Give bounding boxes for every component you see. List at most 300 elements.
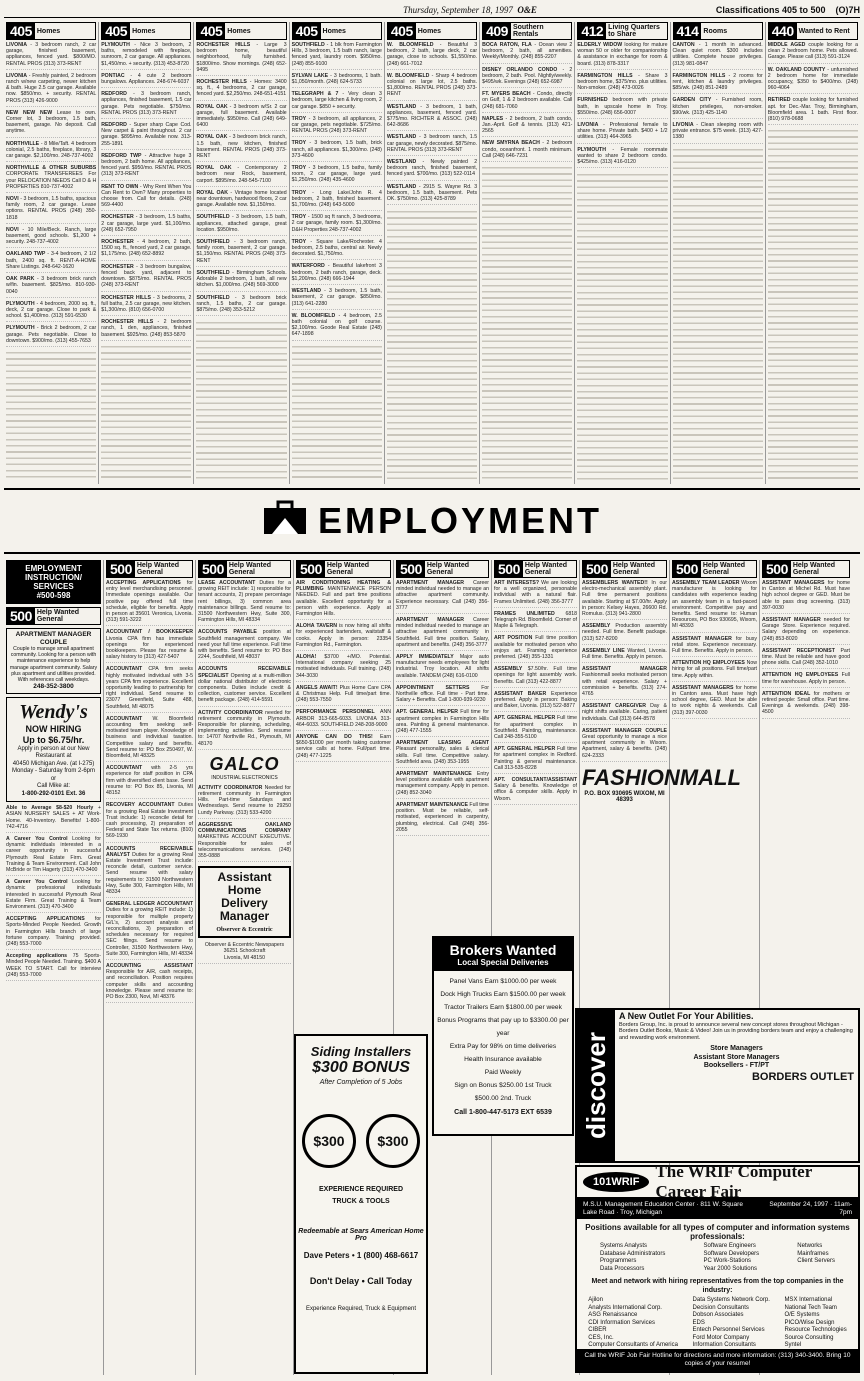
classified-ad: ROCHESTER - 3 bedroom, 1.5 baths, 2 car garage, large yard. $1,100/mo. (248) 652-7950 <box>101 214 191 236</box>
ad-lead: NOVI <box>6 226 19 233</box>
assist-title: Manager <box>219 909 270 924</box>
wrif-company-lists <box>577 1297 858 1350</box>
brokers-lines <box>434 971 572 1105</box>
ad-lead: WESTLAND <box>386 183 417 190</box>
ad-lead: ACCOUNTANT / BOOKKEEPER <box>106 629 193 636</box>
siding-title: Siding Installers <box>310 1044 412 1059</box>
classified-ad: NORTHVILLE & OTHER SUBURBS CORPORATE TRANSFEREES For your RELOCATION NEEDS Call D & H PROPERTIES 810-737-4002 <box>6 165 96 193</box>
classified-ad: ASSISTANT BAKER Experience preferred. Apply in person: Baking and Baker, Livonia. (313) 522-8877 <box>494 691 577 713</box>
wrif-list-1 <box>600 1243 665 1273</box>
index-line-1: EMPLOYMENT <box>25 564 82 573</box>
masthead <box>4 2 860 18</box>
classified-ad: ASSEMBLY TEAM LEADER Wixom manufacturer is looking for candidates with experience leading an assembly team in a fast-paced environment. Competitive pay and benefits. Send resume to: Human Resources, PO Box 930695, Wixom, MI 48393 <box>672 580 757 633</box>
siding-experience: EXPERIENCE REQUIRED <box>318 1186 404 1193</box>
wrif-company: Syntel <box>784 1342 802 1348</box>
section-number: 500 <box>199 561 227 577</box>
brokers-line: $500.00 2nd. Truck <box>474 1095 532 1102</box>
wrif-career-fair-ad <box>575 1162 860 1373</box>
brokers-line: Bonus Programs that pay up to $3300.00 per year <box>437 1017 569 1037</box>
wrif-company: National Tech Team <box>784 1304 837 1311</box>
classified-ad: ROCHESTER HILLS - Homes: 3400 sq. ft., 4 bedrooms, 2 car garage, fenced yard. $2,250/mo. 248-651-4151 <box>196 79 286 101</box>
wrif-companies-2 <box>693 1297 770 1350</box>
section-header <box>198 560 291 578</box>
employment-column-1 <box>4 560 104 1375</box>
classified-ad: ASSISTANT MANAGER COUPLE Great opportunity to manage a nice apartment community in Wixom. Apartment, salary & benefits. (248) 624-2333 <box>582 728 667 762</box>
ad-lead: NAPLES <box>482 115 504 122</box>
wrif-meet: Meet and network with hiring representatives from the top companies in the industry: <box>591 1278 844 1294</box>
ad-lead: ASSISTANT CAREGIVER <box>582 703 647 710</box>
ad-lead: ACCOUNTANT <box>106 715 143 722</box>
section-number: 405 <box>197 23 225 39</box>
ad-text-filler <box>482 164 572 482</box>
wendys-logo: Wendy's <box>19 700 88 723</box>
fashionmall-address: P.O. BOX 930695 WIXOM, MI 48393 <box>584 790 665 803</box>
classified-ad: ACCOUNTS RECEIVABLE ANALYST Duties for a growing Real Estate Investment Trust include: reconcile detail, customer service. Send resume with salary requirements to: 31500 Northwestern Hwy, Suite 300, Farmington Hills, MI 48334 <box>106 846 193 899</box>
classified-ad: APT. GENERAL HELPER Full time for apartment complex in Farmington Hills area. Painting & general maintenance. (248) 477-1555 <box>396 709 489 737</box>
ad-lead: ANGELS AWAIT! <box>296 684 338 691</box>
ad-lead: ROCHESTER HILLS <box>196 79 247 86</box>
ad-lead: A Career You Control <box>6 879 68 886</box>
section-label: Living Quarters to Share <box>608 24 660 38</box>
wendys-line: Apply in person at our New Restaurant at <box>17 745 90 760</box>
ad-lead: GARDEN CITY <box>672 97 712 104</box>
index-line-3: SERVICES <box>33 582 74 591</box>
assist-title: Home <box>227 883 262 898</box>
ad-lead: WESTLAND <box>386 103 417 110</box>
ad-title: APARTMENT MANAGER COUPLE <box>15 631 92 646</box>
ad-lead: ART INTERESTS? <box>494 580 540 586</box>
employment-index-box <box>6 560 101 604</box>
ad-lead: REDFORD TWP <box>101 152 142 159</box>
ad-text-filler <box>387 208 477 482</box>
section-header <box>577 22 667 40</box>
ad-lead: ELDERLY WIDOW <box>577 42 623 48</box>
ad-lead: ACCOUNTING ASSISTANT <box>106 962 193 969</box>
employment-column <box>196 560 294 1375</box>
address-line: Observer & Eccentric Newspapers <box>204 942 285 949</box>
employment-logo-icon <box>262 498 308 544</box>
classified-ad: A Career You Control Looking for dynamic professional individuals interested in successful Plymouth Real Estate Firm. Great Training & Team Environment. (313) 470-3400 <box>6 879 101 913</box>
section-number: 500 <box>107 561 135 577</box>
classified-ad: PLYMOUTH - 4 bedroom, 2000 sq. ft., deck, 2 car garage. Close to park & school. $1,400/mo. (313) 591-6530 <box>6 301 96 323</box>
classified-ad: APPLY IMMEDIATELY Major auto manufacturer needs employees for light industrial. Troy location. All shifts available. TANDEM (248) 616-0100 <box>396 654 489 682</box>
classified-ad: TROY - Long Lake/John R. 4 bedroom, 2 bath, finished basement. $1,700/mo. (248) 643-5000 <box>292 190 382 212</box>
classified-ad: ATTENTION IDEAL for mothers or retired people: Small office. Part time. Evenings & weekends. (248) 398-4500 <box>762 691 850 719</box>
classified-ad: ELDERLY WIDOW looking for mature woman 50 or older for companionship & assistance in exchange for room & board. (313) 878-3317 <box>577 42 667 70</box>
ad-lead: TROY <box>291 165 307 172</box>
brokers-line: Paid Weekly <box>484 1069 522 1076</box>
ad-lead: APARTMENT LEASING AGENT <box>396 740 489 747</box>
classified-ad: ACCOUNTS RECEIVABLE SPECIALIST Opening at a multi-million dollar national distributor of electronic components. Duties include credit & collection, customer service. Excellent benefit package. (248) 414-5591 <box>198 666 291 706</box>
wrif-date: September 24, 1997 · 11am-7pm <box>769 1201 852 1216</box>
wrif-positions: Positions available for all types of computer and information systems professionals: <box>585 1223 850 1241</box>
classified-ad: RECOVERY ACCOUNTANT Duties for a growing Real Estate Investment Trust include: 1) reconcile detail for cash processing, 2) preparation of Federal and State Tax returns. (810) 569-1930 <box>106 802 193 842</box>
ad-lead: NORTHVILLE <box>6 140 40 147</box>
classified-ad: NOVI - 3 bedroom, 1.5 baths, spacious family room, 2 car garage. Lease options. RENTAL PROS (248) 350-1818 <box>6 196 96 224</box>
wrif-list-3 <box>797 1243 835 1273</box>
wrif-position: PC Work-Stations <box>703 1258 752 1264</box>
wrif-position-lists <box>577 1243 858 1273</box>
ad-lead: AIR CONDITIONING HEATING & PLUMBING <box>296 580 391 593</box>
ad-lead: APPOINTMENT SETTERS <box>396 684 470 691</box>
classified-ad: ROYAL OAK - 3 bedroom brick ranch, 1.5 bath, new kitchen, finished basement. RENTAL PROS (248) 373-RENT <box>196 134 286 162</box>
ad-lead: REDFORD <box>101 122 127 129</box>
ad-lead: ACCOUNTANT <box>106 666 143 673</box>
ad-lead: BOCA RATON, FLA <box>482 42 532 48</box>
classified-ad: ATTENTION HQ EMPLOYEES Now hiring for all positions. Full time/part time. Apply within. <box>672 660 757 682</box>
wrif-company: EDS <box>692 1319 705 1326</box>
classified-ad: ACTIVITY COORDINATOR Needed for retirement community in Farmington Hills. Part-time Saturdays and Wednesdays. Send resume to 29250 Lundy Parkway. (313) 533-4200 <box>198 785 291 819</box>
ad-lead: ACCOUNTS PAYABLE <box>198 629 257 636</box>
left-ads <box>6 805 101 981</box>
wendys-headline: NOW HIRING <box>25 723 82 734</box>
section-number: 500 <box>297 561 325 577</box>
classified-ad: W. BLOOMFIELD - Sharp 4 bedroom colonial on large lot, 2.5 baths. $1,800/mo. RENTAL PROS (248) 373-RENT <box>387 73 477 101</box>
classified-ad: CANTON - 1 month in advanced. Clean quiet room. $300 includes utilities. Complete house privileges. (313) 981-0847 <box>673 42 763 70</box>
wendys-pay: Up to $6.75/hr. <box>22 734 85 745</box>
classified-ad: NEW SMYRNA BEACH - 2 bedroom condo, oceanfront. 1 month minimum. Call (248) 646-7231 <box>482 140 572 162</box>
assist-title: Delivery <box>221 896 268 911</box>
ad-lead: ROYAL OAK <box>196 134 228 141</box>
classified-ad: WESTLAND - 3 bedroom ranch, 1.5 car garage, newly decorated. $875/mo. RENTAL PROS (313) 373-RENT <box>387 134 477 156</box>
classified-ad: OAK PARK - 3 bedroom brick ranch w/fin. basement. $825/mo. 810-930-0040 <box>6 276 96 298</box>
ad-lead: W. BLOOMFIELD <box>291 312 336 319</box>
classified-ad: ASSISTANT RECEPTIONIST Part time. Must be reliable and have good phone skills. Call (248) 352-1010 <box>762 648 850 670</box>
classified-ad: ANGELS AWAIT! Plus Home Care CPA & Christmas Help. Full time/part time. (248) 553-7550 <box>296 685 391 707</box>
ad-lead: ROCHESTER HILLS <box>101 294 151 301</box>
classified-ad: RENT TO OWN - Why Rent When You Can Rent to Own? Many properties to choose from. Call for details. (248) 569-4400 <box>101 184 191 212</box>
classified-ad: WATERFORD - Beautiful lakefront 3 bedroom, 2 bath ranch, garage, deck. $1,200/mo. (248) 666-1944 <box>292 263 382 285</box>
section-label: Homes <box>322 27 346 35</box>
section-header <box>101 22 191 40</box>
classified-ad: TROY - 3 bedroom, all appliances, 2 car garage, pets negotiable. $725/mo. RENTAL PROS (248) 373-RENT <box>292 116 382 138</box>
ad-lead: NORTHVILLE & OTHER SUBURBS <box>6 165 97 172</box>
wrif-footer: Call the WRIF Job Fair Hotline for directions and more information: (313) 340-3400. Bring 10 copies of your resume! <box>577 1349 858 1371</box>
classified-ad: WESTLAND - 3 bedroom, 1 bath, appliances, basement, fenced yard. $775/mo. RICHTER & ASSOC. (248) 642-8686 <box>387 104 477 132</box>
ad-lead: ASSISTANT MANAGERS <box>672 684 734 691</box>
classified-ad: ART INTERESTS? We are looking for a well organized, personable individual with a natural flair. Frames Unlimited. (248) 356-3777 <box>494 580 577 608</box>
classified-column <box>766 22 860 484</box>
ad-lead: FARMINGTON HILLS <box>577 72 633 79</box>
section-label: Help Wanted General <box>36 609 79 623</box>
siding-installers-ad <box>294 1034 428 1374</box>
section-header <box>6 607 101 625</box>
classified-column <box>194 22 289 484</box>
classified-ad: APARTMENT LEASING AGENT Pleasant personality, sales & clerical skills. Full time. Competitive salary. Southfield area. (248) 353-1955 <box>396 740 489 768</box>
ad-lead: RECOVERY ACCOUNTANT <box>106 802 175 809</box>
classified-ad: ASSEMBLERS WANTED!! In our electro-mechanical assembly plant. Full time permanent positions available. Starting at $7.00/hr. Apply in person: Kelsey Hayes, 26600 Rd. Romulus. (313) 941-2800 <box>582 580 667 620</box>
ad-lead: ANYONE CAN DO THIS! <box>296 734 373 741</box>
wrif-company: Entech Personnel Services <box>692 1327 765 1333</box>
ad-text-filler <box>577 171 667 482</box>
siding-bonus: $300 BONUS <box>312 1059 410 1076</box>
wrif-company: Decision Consultants <box>692 1304 749 1311</box>
classified-ad: ROCHESTER HILLS - 2 bedroom ranch, 1 den, appliances, finished basement. $925/mo. (248) 853-5870 <box>101 319 191 341</box>
wendys-line: 40450 Michigan Ave. (at I-275) <box>12 760 95 767</box>
ad-lead: ACTIVITY COORDINATOR <box>198 784 263 791</box>
classified-ad: ASSEMBLY $7.50/hr. Full time openings for light assembly work. Benefits. Call (313) 422-8877 <box>494 666 577 688</box>
ad-lead: SYLVAN LAKE <box>291 72 329 79</box>
borders-outlet-ad <box>575 1008 860 1163</box>
ad-lead: ASSISTANT BAKER <box>494 690 547 697</box>
galco-ad <box>198 754 291 781</box>
wrif-info <box>577 1199 858 1219</box>
section-header <box>396 560 489 578</box>
assist-publisher: Observer & Eccentric <box>216 927 273 934</box>
ad-lead: APT. CONSULTANT/ASSISTANT <box>494 777 577 784</box>
section-label: Rooms <box>703 27 728 35</box>
siding-contact: Dave Peters • 1 (800) 468-6617 <box>303 1251 419 1260</box>
ad-lead: RETIRED <box>767 97 791 104</box>
ad-lead: APARTMENT MAINTENANCE <box>396 771 472 778</box>
brokers-title: Brokers Wanted <box>449 942 557 958</box>
classified-ad: APT. CONSULTANT/ASSISTANT Salary & benefits. Knowledge of office & computer skills. Apply in Wixom. <box>494 777 577 805</box>
classified-ad: AGGRESSIVE OAKLAND COMMUNICATIONS COMPANY MARKETING ACCOUNT EXECUTIVE. Responsible for sales of telecommunications services. (248) 355-0888 <box>198 822 291 862</box>
siding-redeem: Redeemable at Sears American Home Pro <box>298 1228 424 1242</box>
ad-lead: Accepting applications <box>6 953 68 960</box>
brokers-wanted-ad <box>432 936 574 1136</box>
section-label: Homes <box>417 27 442 35</box>
ad-lead: ATTENTION HQ EMPLOYEES <box>762 672 839 679</box>
wrif-company: ASG Renaissance <box>588 1312 638 1318</box>
classified-ad: ACCOUNTANT W. Bloomfield accounting firm seeking self-motivated team player. Knowledge of business and individual taxation. Competitive salary and benefits. Send resume to: PO Box 250497, W. Bloomfield, MI 48325 <box>106 716 193 762</box>
ad-lead: MIDDLE AGED <box>767 42 806 48</box>
classified-ad: ATTENTION HQ EMPLOYEES Full time for warehouse. Apply in person. <box>762 672 850 687</box>
classified-column <box>480 22 575 484</box>
ad-lead: ATTENTION HQ EMPLOYEES <box>672 660 745 667</box>
classified-ad: RETIRED couple looking for furnished apt. for Dec.-Mar. Troy, Birmingham, Bloomfield area. 1 bath. First floor. (810) 978-0688 <box>768 97 858 125</box>
employment-column <box>104 560 196 1375</box>
section-header <box>762 560 850 578</box>
ad-lead: NOVI <box>6 196 19 203</box>
borders-position: Assistant Store Managers <box>693 1053 780 1061</box>
classified-ad: ASSISTANT CAREGIVER Day & night shifts available. Caring, patient individuals. Call (313) 644-8578 <box>582 703 667 725</box>
classified-ad: FARMINGTON HILLS - Share 3 bedroom home, $375/mo. plus utilities. Non-smoker. (248) 473-0026 <box>577 73 667 95</box>
ad-lead: WESTLAND <box>386 159 417 166</box>
classified-ad: ACTIVITY COORDINATOR needed for retirement community in Plymouth. Responsible for planning, scheduling, implementing activities. Send resume to: 14707 Northville Rd., Plymouth, MI 48170 <box>198 710 291 750</box>
index-line-2: INSTRUCTION/ <box>25 573 82 582</box>
brokers-line: Sign on Bonus $250.00 1st Truck <box>454 1082 552 1089</box>
ad-lead: PERFORMANCE PERSONNEL <box>296 709 375 716</box>
section-label: Help Wanted General <box>426 562 469 576</box>
borders-position: Store Managers <box>710 1045 763 1053</box>
ad-lead: ASSEMBLY <box>582 623 611 630</box>
section-number: 500 <box>397 561 425 577</box>
classified-ad: WESTLAND - 3 bedroom, 1.5 bath, basement, 2 car garage. $850/mo. (313) 641-2280 <box>292 288 382 310</box>
classified-ad: REDFORD TWP - Attractive huge 3 bedroom, 2 bath home. All appliances, fenced yard. $950/mo. RENTAL PROS (313) 373-RENT <box>101 153 191 181</box>
ad-lead: ASSEMBLERS WANTED!! <box>582 580 648 586</box>
brokers-line: Panel Vans Earn $1000.00 per week <box>449 978 557 985</box>
wrif-company: Information Consultants <box>692 1342 756 1348</box>
section-number: 500 <box>673 561 701 577</box>
ad-lead: OAK PARK <box>6 276 35 283</box>
classified-column <box>575 22 670 484</box>
classified-column <box>4 22 99 484</box>
section-number: 500 <box>7 608 35 624</box>
wrif-companies-3 <box>784 1297 846 1350</box>
wrif-company: Analysts International Corp. <box>588 1304 662 1311</box>
ad-lead: APT. GENERAL HELPER <box>494 715 556 722</box>
ad-lead: LIVONIA <box>6 42 28 48</box>
classified-ad: NOVI - 10 Mile/Beck. Ranch, large basement, good schools. $1,200 + security. 248-737-4002 <box>6 227 96 249</box>
ad-lead: ASSISTANT RECEPTIONIST <box>762 647 835 654</box>
section-label: Homes <box>227 27 251 35</box>
ad-lead: ART POSITION <box>494 635 533 642</box>
ad-lead: A Career You Control <box>6 836 68 843</box>
ad-lead: W. OAKLAND COUNTY <box>767 66 826 73</box>
classified-ad: ALOHA TAVERN is now hiring all shifts for experienced bartenders, waitstaff & cooks. Apply in person: 23354 Farmington Rd., Farmington. <box>296 623 391 651</box>
section-number: 405 <box>102 23 130 39</box>
ad-lead: ALOHA! <box>296 654 317 661</box>
section-label: Wanted to Rent <box>798 27 850 35</box>
ad-lead: NEW NEW NEW <box>6 109 53 116</box>
classified-ad: W. OAKLAND COUNTY - unfurnished 2 bedroom home for immediate occupancy, $350 to $400/mo. (248) 960-4064 <box>768 67 858 95</box>
ad-lead: ACCOUNTANT <box>106 765 143 772</box>
ad-lead: APARTMENT MAINTENANCE <box>396 801 468 808</box>
ad-lead: PONTIAC <box>101 72 125 79</box>
section-number: 405 <box>388 23 416 39</box>
wrif-company: Ford Motor Company <box>692 1334 750 1341</box>
ad-lead: ROCHESTER <box>101 239 134 246</box>
classified-ad: APT. GENERAL HELPER Full time for apartment complex in Redford. Painting & general maintenance. Call 313-535-8228 <box>494 746 577 774</box>
ad-lead: SOUTHFIELD <box>196 294 230 301</box>
classified-ad: ASSEMBLY Production assembly needed. Full time. Benefit package. (313) 527-8200 <box>582 623 667 645</box>
classified-ad: ACCEPTING APPLICATIONS for entry level merchandising personnel. Immediate openings available. Our positive pay offered full time schedule, eligible for benefits. Apply in person at 35601 Veronica, Livonia. (313) 591-3222 <box>106 580 193 626</box>
classified-ad: W. BLOOMFIELD - 4 bedroom, 2.5 bath colonial on golf course. $2,100/mo. Goode Real Estate (248) 647-1898 <box>292 313 382 341</box>
wendys-line: Call Mike at: <box>36 783 70 790</box>
classified-ad: MIDDLE AGED couple looking for a clean 2 bedroom home. Pets allowed. Garage. Please call (313) 591-3124 <box>768 42 858 64</box>
wrif-position: Systems Analysts <box>600 1243 648 1249</box>
wrif-company: CDI Information Services <box>588 1319 655 1326</box>
ad-lead: ACCOUNTS RECEIVABLE SPECIALIST <box>198 666 291 679</box>
assist-title: Assistant <box>217 870 272 885</box>
classified-ad: LEASE ACCOUNTANT Duties for a growing REIT include: 1) responsible for tenant accounts, 2) prepare percentage rent billings, 3) common area maintenance billings. Send resume to: 31500 Northwestern Hwy, Suite 300, Farmington Hills, MI 48334 <box>198 580 291 626</box>
ad-lead: LEASE ACCOUNTANT <box>198 580 256 586</box>
classified-ad: WESTLAND - 2915 S. Wayne Rd. 3 bedroom, 1.5 bath, basement. Pets OK. $750/mo. (313) 425-8789 <box>387 184 477 206</box>
classified-column <box>290 22 385 484</box>
ad-text-filler <box>196 319 286 482</box>
borders-logo: BORDERS OUTLET <box>751 1070 854 1083</box>
siding-subtitle: After Completion of 5 Jobs <box>319 1079 403 1086</box>
brokers-line: Dock High Trucks Earn $1500.00 per week <box>440 991 566 998</box>
ad-lead: TROY <box>291 140 307 147</box>
ad-lead: TELEGRAPH & 7 <box>291 91 339 98</box>
wendys-phone: 1-800-292-0101 Ext. 36 <box>21 790 86 797</box>
section-header <box>672 560 757 578</box>
section-header <box>768 22 858 40</box>
classified-ad: APT. GENERAL HELPER Full time for apartment complex in Southfield. Painting, maintenance. Call 248-355-5100 <box>494 715 577 743</box>
wrif-company: Data Systems Network Corp. <box>692 1297 770 1303</box>
classified-ad: DISNEY ORLANDO CONDO - 2 bedroom, 2 bath. Pool. Nightly/weekly. $495/wk. Evenings (248) 652-6987 <box>482 67 572 89</box>
wrif-title: The WRIF Computer Career Fair <box>655 1162 812 1201</box>
observer-address <box>198 942 291 964</box>
ad-lead: ROCHESTER <box>101 214 134 221</box>
ad-lead: WATERFORD <box>291 263 325 270</box>
ad-lead: OAKLAND TWP <box>6 251 46 258</box>
brokers-line: Extra Pay for 98% on time deliveries <box>449 1043 557 1050</box>
ad-lead: APARTMENT MANAGER <box>396 580 465 586</box>
ad-lead: W. BLOOMFIELD <box>386 72 430 79</box>
wrif-position: Software Developers <box>703 1250 760 1257</box>
ad-lead: ATTENTION IDEAL <box>762 690 811 697</box>
section-number: 440 <box>769 23 797 39</box>
wendys-ad <box>6 697 101 803</box>
classified-ad: SOUTHFIELD - 3 bedroom ranch, family room, basement, 2 car garage. $1,150/mo. RENTAL PROS (248) 373-RENT <box>196 239 286 267</box>
classified-ad: ROYAL OAK - Contemporary 2 bedroom near Rock, basement, carport. $895/mo. 248-545-7100 <box>196 165 286 187</box>
classified-ad: LIVONIA - 3 bedroom ranch, 2 car garage, finished basement, appliances, fenced yard. $800/MO. RENTAL PROS (313) 373-RENT <box>6 42 96 70</box>
galco-subtitle: INDUSTRIAL ELECTRONICS <box>211 774 278 781</box>
wrif-company: Computer Consultants of America <box>588 1342 678 1348</box>
classified-ad: TELEGRAPH & 7 - Very clean 3 bedroom, large kitchen & living room, 2 car garage. $850 + security. <box>292 91 382 113</box>
classified-ad: ASSISTANT MANAGER needed for Garage Store. Experience required. Salary depending on experience. (248) 853-8020 <box>762 617 850 645</box>
section-number: 405 <box>293 23 321 39</box>
borders-position: Booksellers - FT/PT <box>703 1062 770 1070</box>
classified-ad: PLYMOUTH - Female roommate wanted to share 2 bedroom condo. $425/mo. (313) 416-0120 <box>577 147 667 169</box>
employment-banner-title: EMPLOYMENT <box>317 500 602 541</box>
classified-column <box>99 22 194 484</box>
wrif-companies-1 <box>588 1297 678 1350</box>
ad-lead: ASSISTANT MANAGERS <box>762 580 825 586</box>
wrif-position: Data Processors <box>600 1265 645 1272</box>
brokers-header <box>434 938 572 971</box>
section-label: Help Wanted General <box>228 562 271 576</box>
section-label: Southern Rentals <box>512 24 544 38</box>
classified-ad: REDFORD - 3 bedroom ranch, appliances, finished basement, 1.5 car garage. Pets negotiable. $750/mo. RENTAL PROS (313) 373-RENT <box>101 91 191 119</box>
index-line-4: #500-598 <box>36 591 71 600</box>
classified-ad: ROYAL OAK - 3 bedroom w/Sr. 2 car garage, full basement. Available immediately. $950/mo. Call (248) 649-6400 <box>196 104 286 132</box>
employment-banner <box>4 488 860 554</box>
classified-ad: SOUTHFIELD - 3 bedroom brick ranch, 1.5 baths, 2 car garage. $875/mo. (248) 353-5212 <box>196 295 286 317</box>
ad-lead: ROYAL OAK <box>196 165 232 172</box>
classified-ad: ASSISTANT MANAGERS for home in Canton area. Must have high school degree, GED. Must be able to work nights & weekends. Call (313) 397-0030 <box>672 685 757 719</box>
borders-headline: A New Outlet For Your Abilities. <box>619 1011 754 1021</box>
classified-ad: APARTMENT MANAGER Career minded individual needed to manage an attractive apartment community in Southfield. Full time position. Salary, apartment and benefits. (248) 356-3777 <box>396 617 489 651</box>
section-header <box>292 22 382 40</box>
classified-ad: ROCHESTER - 4 bedroom, 2 bath, 1500 sq. ft., fenced yard, 2 car garage. $1,175/mo. (248) 652-8892 <box>101 239 191 261</box>
wrif-company: Dobson Associates <box>692 1312 744 1318</box>
ad-lead: ASSISTANT MANAGER <box>672 635 732 642</box>
classified-ad: ROCHESTER HILLS - Large 3 bedroom home, beautiful neighborhood, fully furnished. $1800/mo. Show mornings. (248) 652-9495 <box>196 42 286 76</box>
classified-ad: APPOINTMENT SETTERS For Northville office. Full time - Part time. Salary + Benefits. Call 1-800-939-9230 <box>396 685 489 707</box>
ad-lead: TROY <box>291 115 307 122</box>
wrif-company: CIBER <box>588 1327 607 1333</box>
wrif-position: Software Engineers <box>703 1243 756 1249</box>
section-header <box>6 22 96 40</box>
wrif-header <box>577 1162 858 1201</box>
classified-ad: W. BLOOMFIELD - Beautiful 3 bedroom, 2 bath, large deck, 2 car garage, close to schools. $1,550/mo. (248) 661-7012 <box>387 42 477 70</box>
ad-lead: SOUTHFIELD <box>196 239 230 246</box>
bonus-badge-1: $300 <box>302 1114 356 1168</box>
siding-tools: TRUCK & TOOLS <box>332 1198 390 1205</box>
ad-lead: LIVONIA <box>6 72 28 79</box>
classified-ad: A Career You Control Looking for dynamic individuals interested in a career opportunity in successful Plymouth Real Estate Firm. Great Training & Team Environment. Call John McBride or Tim Hagerty (313) 470-3400 <box>6 836 101 876</box>
section-header <box>106 560 193 578</box>
ad-lead: ACTIVITY COORDINATOR <box>198 709 263 716</box>
classified-ad: GENERAL LEDGER ACCOUNTANT Duties for a growing REIT include: 1) responsible for multiple property G/L's, 2) account analysis and reconciliations, 3) preparation of schedules necessary for required SEC filings. Send resume to Controller, 31500 Northwestern Hwy, Suite 300, Farmington Hills, MI 48334 <box>106 901 193 960</box>
ad-lead: APPLY IMMEDIATELY <box>396 654 454 661</box>
address-line: 36251 Schoolcraft <box>223 948 266 955</box>
wrif-list-2 <box>703 1243 759 1273</box>
ad-lead: APT. GENERAL HELPER <box>494 746 556 753</box>
galco-logo: GALCO <box>209 753 280 774</box>
ad-lead: ROYAL OAK <box>196 103 228 110</box>
wendys-line: or <box>50 775 57 782</box>
classified-ad: ASSISTANT MANAGER Fashionmall seeks motivated person with retail experience. Salary + commission + benefits. (313) 274-4765 <box>582 666 667 700</box>
section-label: Help Wanted General <box>136 562 179 576</box>
classified-ad: ASSEMBLY LINE Wanted, Livonia. Full time. Benefits. Apply in person. <box>582 648 667 663</box>
ad-lead: APT. GENERAL HELPER <box>396 709 459 716</box>
section-label: Help Wanted General <box>792 562 835 576</box>
